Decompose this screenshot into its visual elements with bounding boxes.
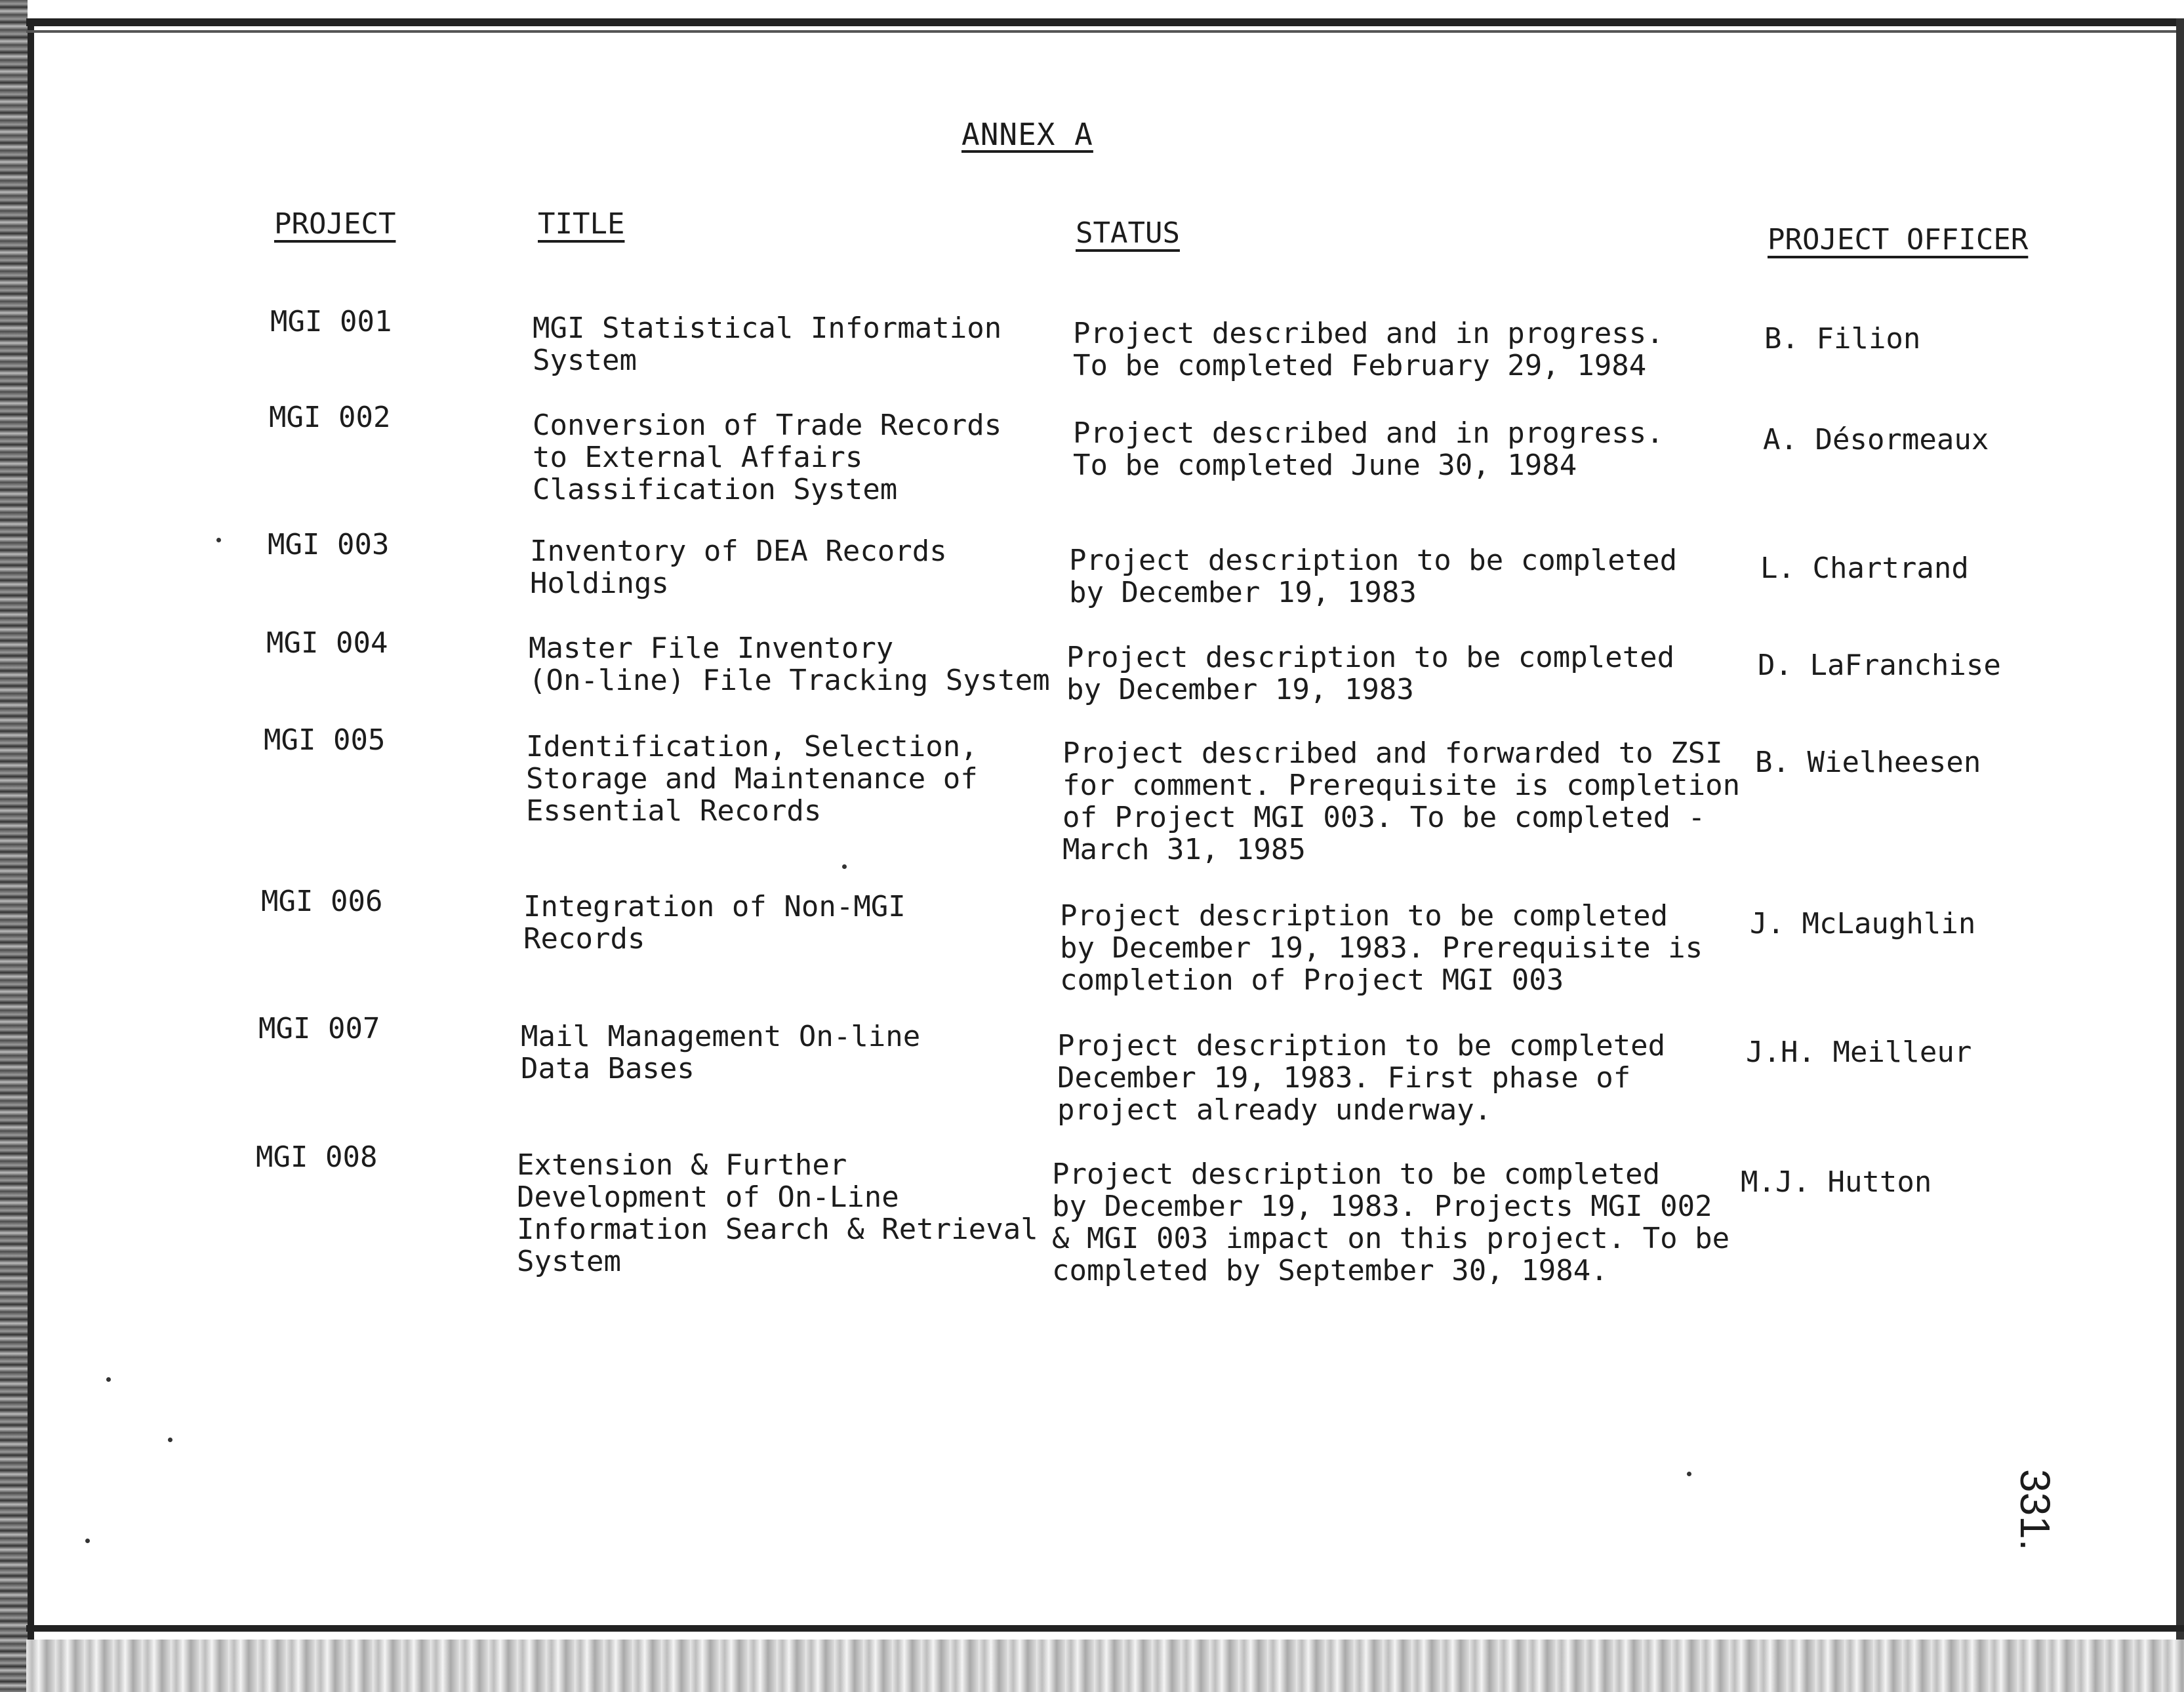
row-1-project: MGI 001 — [270, 305, 392, 338]
scan-edge-top — [26, 18, 2184, 26]
scan-speck — [106, 1377, 111, 1382]
row-8-officer: M.J. Hutton — [1741, 1165, 1932, 1199]
row-5-title: Identification, Selection, Storage and Maintenance of Essential Records — [526, 730, 978, 828]
annex-title: ANNEX A — [961, 117, 1093, 152]
row-4-title: Master File Inventory (On-line) File Tracking System — [529, 632, 1050, 697]
header-status: STATUS — [1076, 216, 1180, 250]
row-1-title: MGI Statistical Information System — [533, 312, 1002, 377]
row-5-officer: B. Wielheesen — [1755, 746, 1981, 779]
scan-speck — [168, 1438, 172, 1442]
scan-edge-bottom-strip — [26, 1640, 2184, 1692]
header-title: TITLE — [538, 207, 625, 241]
row-7-officer: J.H. Meilleur — [1746, 1036, 1972, 1069]
row-7-project: MGI 007 — [258, 1012, 380, 1045]
row-5-status: Project described and forwarded to ZSI for comment. Prerequisite is completion of Project MGI 003. To be completed - March 31, 1985 — [1062, 736, 1741, 866]
scan-speck — [1687, 1472, 1691, 1476]
scan-speck — [842, 864, 847, 869]
scan-edge-left-line — [28, 26, 34, 1646]
row-1-officer: B. Filion — [1764, 322, 1921, 355]
scan-speck — [85, 1539, 90, 1543]
row-6-status: Project description to be completed by December 19, 1983. Prerequisite is completion of Project MGI 003 — [1060, 899, 1703, 997]
row-6-title: Integration of Non-MGI Records — [523, 890, 906, 956]
row-2-status: Project described and in progress. To be completed June 30, 1984 — [1073, 416, 1664, 482]
row-8-project: MGI 008 — [256, 1140, 378, 1174]
row-4-project: MGI 004 — [266, 626, 388, 660]
row-6-project: MGI 006 — [261, 885, 383, 918]
header-project-officer: PROJECT OFFICER — [1768, 223, 2029, 256]
row-4-officer: D. LaFranchise — [1758, 649, 2001, 682]
row-2-project: MGI 002 — [269, 401, 391, 434]
row-8-status: Project description to be completed by December 19, 1983. Projects MGI 002 & MGI 003 impact on this project. To be completed by September 30, 1984. — [1052, 1158, 1730, 1287]
row-7-status: Project description to be completed December 19, 1983. First phase of project already underway. — [1057, 1029, 1666, 1127]
scan-edge-top-line — [26, 30, 2184, 33]
row-2-title: Conversion of Trade Records to External Affairs Classification System — [533, 409, 1002, 506]
row-3-project: MGI 003 — [268, 528, 390, 561]
row-3-title: Inventory of DEA Records Holdings — [530, 534, 947, 600]
row-5-project: MGI 005 — [264, 723, 386, 757]
row-4-status: Project description to be completed by December 19, 1983 — [1066, 641, 1675, 706]
page-number: 331. — [2012, 1469, 2059, 1551]
row-7-title: Mail Management On-line Data Bases — [521, 1020, 921, 1085]
row-3-status: Project description to be completed by December 19, 1983 — [1069, 544, 1678, 609]
scan-edge-bottom — [26, 1625, 2184, 1632]
scan-edge-right — [2176, 18, 2184, 1692]
row-2-officer: A. Désormeaux — [1763, 423, 1989, 456]
row-1-status: Project described and in progress. To be completed February 29, 1984 — [1073, 317, 1664, 382]
row-8-title: Extension & Further Development of On-Line Information Search & Retrieval System — [517, 1148, 1038, 1278]
scan-edge-left — [0, 0, 28, 1692]
header-project: PROJECT — [274, 207, 396, 241]
row-3-officer: L. Chartrand — [1760, 552, 1969, 585]
row-6-officer: J. McLaughlin — [1750, 907, 1976, 940]
scan-speck — [216, 538, 221, 542]
